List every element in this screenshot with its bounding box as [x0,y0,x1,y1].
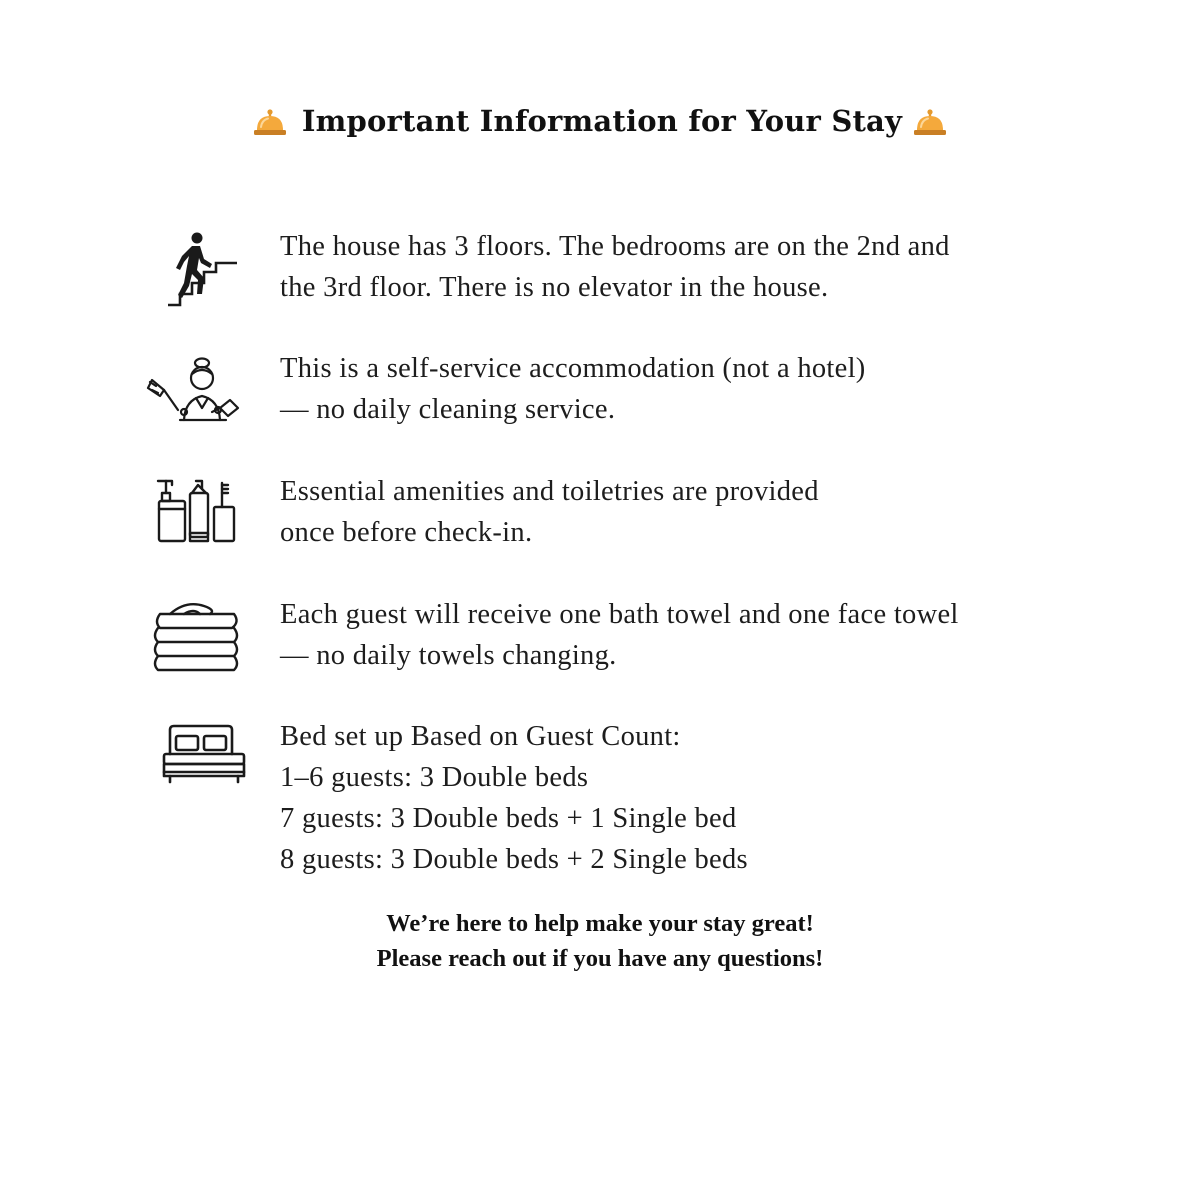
title-text: Important Information for Your Stay [301,104,903,138]
closing-line-2: Please reach out if you have any questions! [376,945,824,972]
info-line: the 3rd floor. There is no elevator in the house. [280,272,829,303]
closing-message [0,906,1200,976]
info-text-towels [280,594,1080,676]
stairs-climbing-icon [140,226,250,316]
toiletries-icon [140,473,250,563]
info-line: — no daily cleaning service. [280,394,616,425]
bellhop-bell-icon [912,103,948,139]
info-text-beds [280,716,1080,880]
info-text-cleaning [280,348,1080,430]
info-text-floors [280,226,1080,308]
info-line: Essential amenities and toiletries are provided [280,476,819,507]
info-line: — no daily towels changing. [280,640,617,671]
bellhop-bell-icon [252,103,288,139]
info-line: 1–6 guests: 3 Double beds [280,762,589,793]
info-line: Each guest will receive one bath towel and one face towel [280,599,959,630]
towels-icon [140,592,250,682]
info-text-amenities [280,471,1080,553]
info-line: once before check-in. [280,517,533,548]
bed-icon [140,720,250,810]
info-line: The house has 3 floors. The bedrooms are on the 2nd and [280,231,950,262]
info-line: Bed set up Based on Guest Count: [280,721,681,752]
housekeeper-icon [140,350,250,440]
closing-line-1: We’re here to help make your stay great! [386,910,814,937]
info-line: 8 guests: 3 Double beds + 2 Single beds [280,844,748,875]
info-line: 7 guests: 3 Double beds + 1 Single bed [280,803,737,834]
page-title [0,96,1200,146]
info-line: This is a self-service accommodation (not a hotel) [280,353,866,384]
